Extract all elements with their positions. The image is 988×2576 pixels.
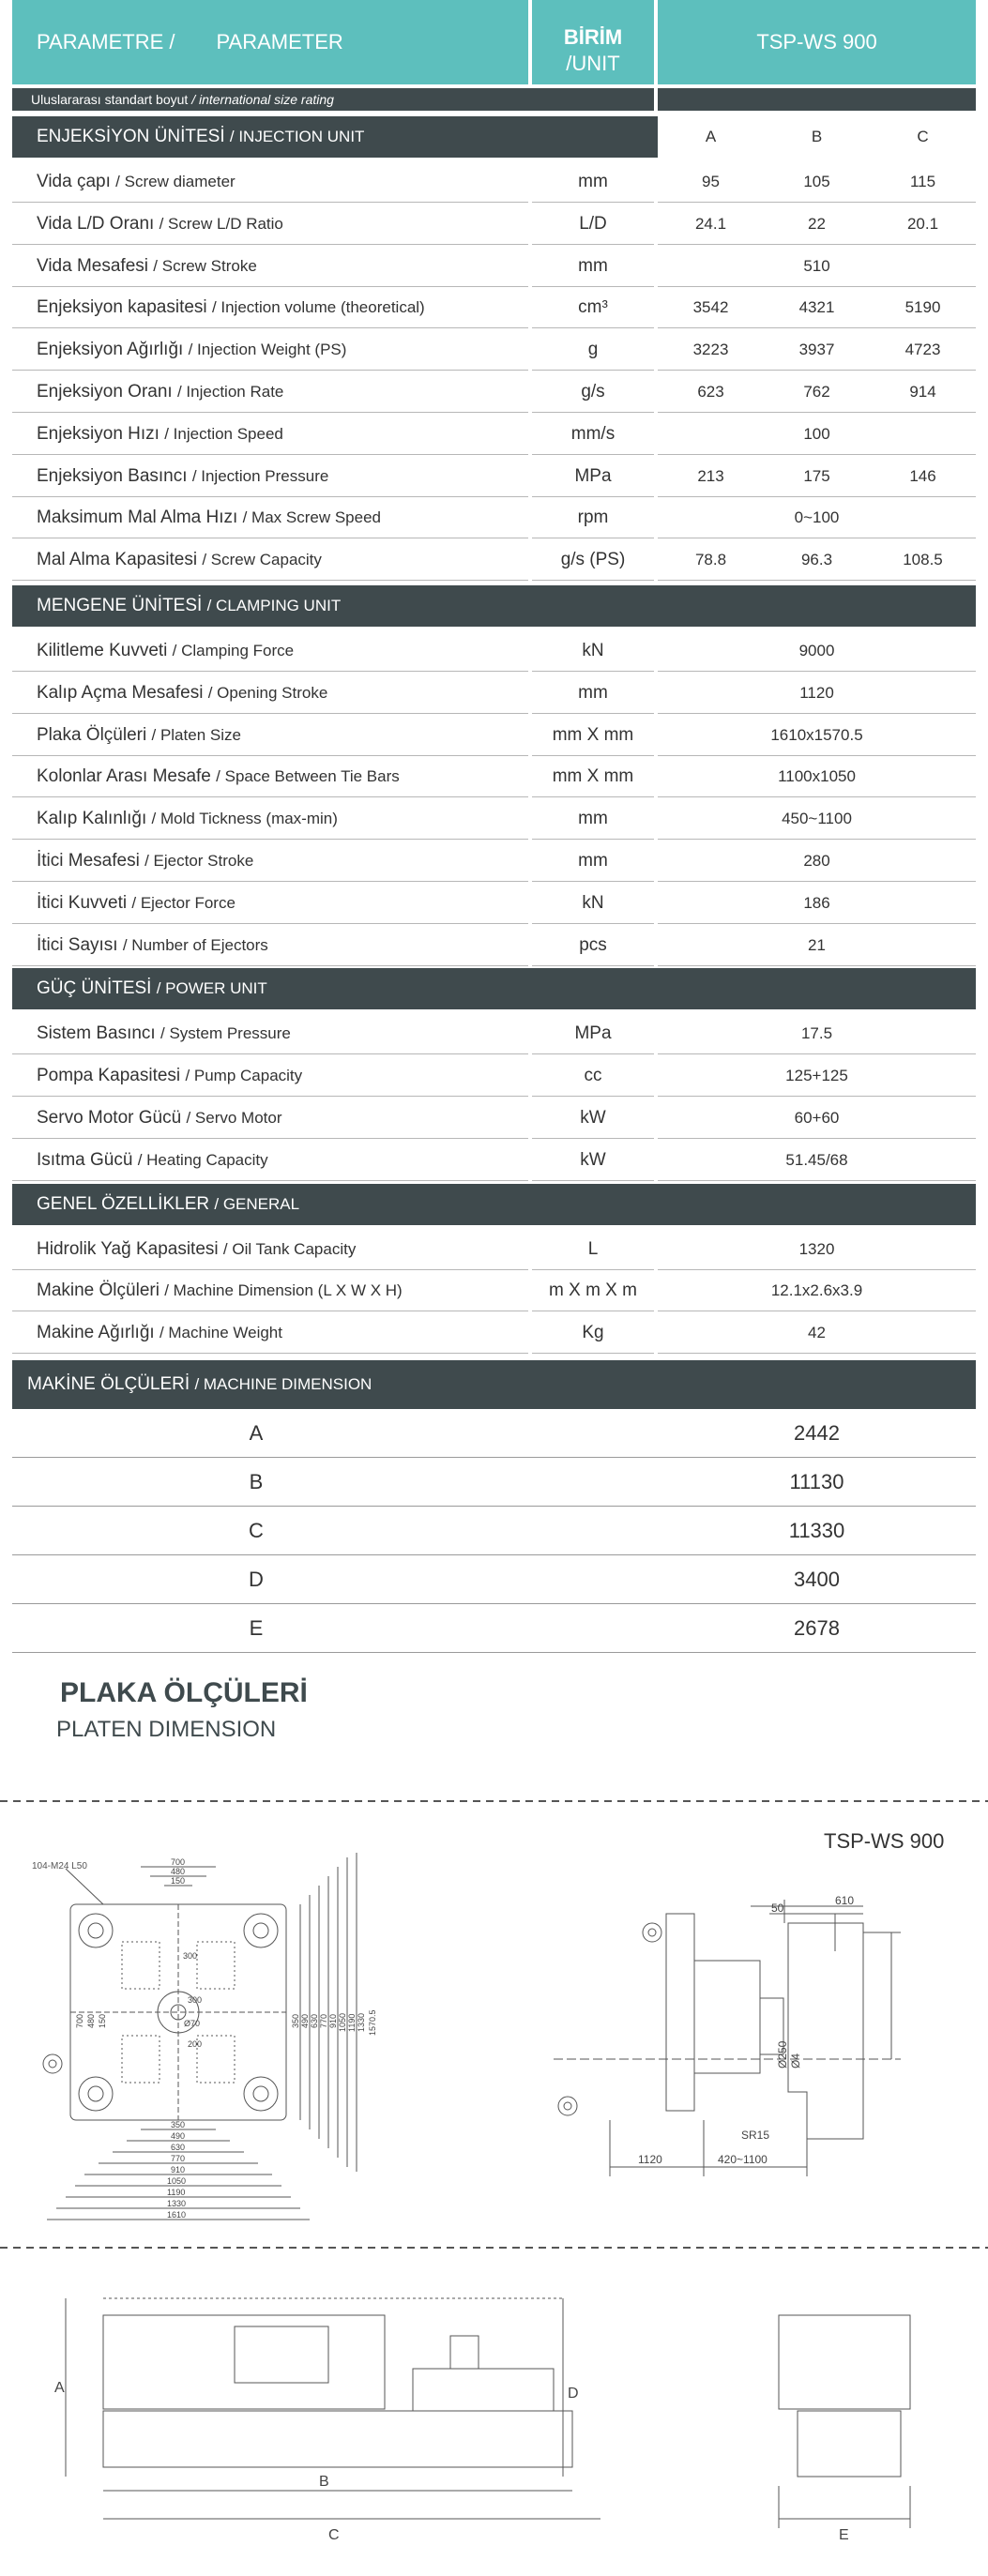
row-value: 186 <box>803 893 830 912</box>
row-label: Enjeksiyon Oranı / Injection Rate <box>12 371 528 413</box>
row-label: Enjeksiyon kapasitesi / Injection volume (theoretical) <box>12 287 528 328</box>
row-value: 5190 <box>904 298 941 317</box>
row-unit: mm <box>532 161 654 203</box>
dimension-key: D <box>249 1568 264 1591</box>
machine-label-a: A <box>54 2380 65 2396</box>
row-unit: g <box>532 329 654 371</box>
vert-dim-4: 910 <box>328 2013 338 2028</box>
dimension-key: B <box>249 1470 264 1493</box>
machine-label-c: C <box>328 2527 340 2543</box>
model-header: TSP-WS 900 <box>658 0 976 84</box>
top-dim-0: 700 <box>171 1857 186 1867</box>
row-label: İtici Mesafesi / Ejector Stroke <box>12 841 528 882</box>
machine-end-drawing <box>751 2280 957 2561</box>
row-label: Makine Ölçüleri / Machine Dimension (L X W X H) <box>12 1270 528 1311</box>
row-value: 125+125 <box>785 1067 848 1085</box>
row-unit: mm/s <box>532 414 654 455</box>
vert-dim-7: 1330 <box>357 2012 366 2032</box>
row-value: 105 <box>803 173 830 190</box>
row-label: Servo Motor Gücü / Servo Motor <box>12 1098 528 1139</box>
row-values <box>658 715 976 756</box>
top-dim-2: 150 <box>171 1876 186 1886</box>
bottom-dim-1: 490 <box>171 2131 186 2141</box>
row-values <box>658 371 976 413</box>
dimension-key: E <box>249 1616 264 1640</box>
row-value: 4321 <box>798 298 835 317</box>
dimension-row <box>12 1409 976 1458</box>
vert-dim-2: 630 <box>310 2013 319 2028</box>
left-dim-1: 480 <box>86 2013 96 2028</box>
row-values <box>658 1312 976 1354</box>
table-row <box>12 497 976 538</box>
row-label: Vida L/D Oranı / Screw L/D Ratio <box>12 204 528 245</box>
injection-section-header: ENJEKSİYON ÜNİTESİ / INJECTION UNIT A B C <box>12 116 976 158</box>
row-unit: mm <box>532 841 654 882</box>
row-values <box>658 673 976 714</box>
side-dim-sr15: SR15 <box>741 2129 770 2142</box>
row-unit: pcs <box>532 925 654 966</box>
platen-side-drawing <box>554 1895 948 2205</box>
machine-side-drawing <box>38 2280 600 2561</box>
dimension-key: C <box>249 1519 264 1542</box>
left-dim-2: 150 <box>98 2013 107 2028</box>
center-dim-1: Ø70 <box>184 2019 201 2028</box>
row-values <box>658 287 976 328</box>
table-row <box>12 1312 976 1354</box>
row-label: Makine Ağırlığı / Machine Weight <box>12 1312 528 1354</box>
row-value: 4723 <box>904 341 941 359</box>
table-row <box>12 371 976 413</box>
row-value: 95 <box>702 173 720 190</box>
row-label: Kalıp Açma Mesafesi / Opening Stroke <box>12 673 528 714</box>
row-values <box>658 630 976 672</box>
dimension-key: A <box>249 1421 264 1445</box>
row-value: 450~1100 <box>782 810 852 828</box>
machine-label-d: D <box>568 2386 579 2402</box>
row-label: Plaka Ölçüleri / Platen Size <box>12 715 528 756</box>
row-label: Kilitleme Kuvveti / Clamping Force <box>12 630 528 672</box>
row-value: 51.45/68 <box>785 1150 848 1169</box>
table-row <box>12 673 976 714</box>
row-unit: rpm <box>532 497 654 538</box>
row-value: 22 <box>808 214 826 233</box>
dimension-value: 3400 <box>794 1568 840 1591</box>
bottom-dim-3: 770 <box>171 2154 186 2163</box>
row-unit: kN <box>532 883 654 924</box>
row-values <box>658 798 976 840</box>
bottom-dim-0: 350 <box>171 2120 186 2129</box>
vert-dim-0: 350 <box>291 2013 300 2028</box>
side-dim-420-1100: 420~1100 <box>718 2153 768 2166</box>
side-dim-50: 50 <box>771 1902 784 1915</box>
row-label: Maksimum Mal Alma Hızı / Max Screw Speed <box>12 497 528 538</box>
row-value: 1120 <box>799 683 834 702</box>
dimension-row <box>12 1507 976 1555</box>
dimension-row <box>12 1604 976 1653</box>
row-unit: mm <box>532 673 654 714</box>
variant-column-b: B <box>811 128 823 145</box>
row-label: İtici Kuvveti / Ejector Force <box>12 883 528 924</box>
row-values <box>658 1229 976 1270</box>
vert-dim-8: 1570.5 <box>368 2009 377 2036</box>
table-row <box>12 630 976 672</box>
row-value: 1610x1570.5 <box>770 725 863 744</box>
row-label: İtici Sayısı / Number of Ejectors <box>12 925 528 966</box>
dashed-divider-1 <box>0 1799 988 1803</box>
vert-dim-1: 490 <box>300 2013 310 2028</box>
table-header <box>12 0 976 84</box>
row-value: 213 <box>697 466 724 485</box>
row-value: 20.1 <box>906 214 939 233</box>
general-section-header: GENEL ÖZELLİKLER / GENERAL <box>12 1184 976 1225</box>
row-unit: MPa <box>532 1013 654 1054</box>
table-row <box>12 456 976 497</box>
table-row <box>12 1270 976 1311</box>
side-dim-d250: Ø250 <box>776 2040 789 2068</box>
row-label: Vida Mesafesi / Screw Stroke <box>12 246 528 287</box>
table-row <box>12 287 976 328</box>
table-row <box>12 1055 976 1097</box>
table-row <box>12 841 976 882</box>
row-value: 3937 <box>798 341 835 359</box>
row-value: 42 <box>808 1324 826 1342</box>
row-label: Mal Alma Kapasitesi / Screw Capacity <box>12 539 528 581</box>
row-value: 3223 <box>692 341 729 359</box>
table-row <box>12 539 976 581</box>
row-value: 1320 <box>798 1239 835 1258</box>
table-row <box>12 715 976 756</box>
dimension-value: 11330 <box>788 1519 845 1542</box>
row-values <box>658 204 976 245</box>
side-dim-d4: Ø4 <box>789 2053 802 2068</box>
row-values <box>658 456 976 497</box>
row-unit: m X m X m <box>532 1270 654 1311</box>
row-values <box>658 1140 976 1181</box>
row-label: Pompa Kapasitesi / Pump Capacity <box>12 1055 528 1097</box>
row-label: Enjeksiyon Hızı / Injection Speed <box>12 414 528 455</box>
row-unit: kW <box>532 1140 654 1181</box>
table-row <box>12 1140 976 1181</box>
table-row <box>12 1229 976 1270</box>
variant-column-c: C <box>917 128 929 145</box>
row-value: 914 <box>909 383 936 401</box>
row-label: Kolonlar Arası Mesafe / Space Between Tie Bars <box>12 756 528 797</box>
row-label: Sistem Basıncı / System Pressure <box>12 1013 528 1054</box>
row-unit: MPa <box>532 456 654 497</box>
top-dim-1: 480 <box>171 1867 186 1876</box>
vert-dim-5: 1050 <box>338 2012 347 2032</box>
row-value: 12.1x2.6x3.9 <box>770 1281 863 1300</box>
row-value: 9000 <box>798 642 835 659</box>
row-unit: kW <box>532 1098 654 1139</box>
machine-label-e: E <box>839 2527 849 2543</box>
machine-label-b: B <box>319 2474 329 2490</box>
row-unit: mm X mm <box>532 756 654 797</box>
row-values <box>658 414 976 455</box>
table-row <box>12 414 976 455</box>
row-label: Enjeksiyon Ağırlığı / Injection Weight (PS) <box>12 329 528 371</box>
table-row <box>12 161 976 203</box>
table-row <box>12 798 976 840</box>
platen-front-drawing <box>28 1848 422 2233</box>
row-value: 17.5 <box>800 1024 833 1043</box>
table-row <box>12 246 976 287</box>
row-values <box>658 1013 976 1054</box>
row-unit: cc <box>532 1055 654 1097</box>
row-unit: mm <box>532 246 654 287</box>
hole-note: 104-M24 L50 <box>32 1861 87 1871</box>
row-value: 762 <box>803 383 830 401</box>
row-unit: g/s (PS) <box>532 539 654 581</box>
row-values <box>658 1270 976 1311</box>
row-value: 115 <box>909 173 936 190</box>
row-value: 175 <box>803 466 830 485</box>
table-row <box>12 329 976 371</box>
row-values <box>658 1055 976 1097</box>
center-dim-0: 300 <box>188 1995 203 2005</box>
unit-header: BİRİM /UNIT <box>532 0 654 84</box>
row-values <box>658 539 976 581</box>
table-row <box>12 756 976 797</box>
dimension-row <box>12 1555 976 1604</box>
row-value: 1100x1050 <box>778 767 856 786</box>
row-value: 96.3 <box>800 551 833 569</box>
intl-rating-bar-right <box>658 88 976 111</box>
row-unit: kN <box>532 630 654 672</box>
parameter-header: PARAMETRE / PARAMETER <box>12 0 528 84</box>
bottom-dim-6: 1190 <box>167 2188 186 2197</box>
side-dim-610: 610 <box>835 1895 855 1907</box>
row-unit: mm <box>532 798 654 840</box>
vert-dim-3: 770 <box>319 2013 328 2028</box>
intl-rating-bar: Uluslararası standart boyut / international size rating <box>12 88 654 111</box>
table-row <box>12 1098 976 1139</box>
row-values <box>658 841 976 882</box>
center-dim-2: 200 <box>188 2039 203 2049</box>
row-value: 3542 <box>692 298 729 317</box>
dimension-value: 11130 <box>789 1470 844 1493</box>
dimension-value: 2442 <box>794 1421 840 1445</box>
bottom-dim-2: 630 <box>171 2143 186 2152</box>
row-unit: mm X mm <box>532 715 654 756</box>
power-section-header: GÜÇ ÜNİTESİ / POWER UNIT <box>12 968 976 1009</box>
row-label: Enjeksiyon Basıncı / Injection Pressure <box>12 456 528 497</box>
row-label: Hidrolik Yağ Kapasitesi / Oil Tank Capacity <box>12 1229 528 1270</box>
row-values <box>658 925 976 966</box>
table-row <box>12 204 976 245</box>
bottom-dim-5: 1050 <box>167 2176 187 2186</box>
row-values <box>658 246 976 287</box>
row-unit: L/D <box>532 204 654 245</box>
platen-model: TSP-WS 900 <box>824 1829 945 1853</box>
row-value: 623 <box>697 383 724 401</box>
platen-title: PLAKA ÖLÇÜLERİ <box>60 1677 308 1708</box>
bottom-dim-7: 1330 <box>167 2199 187 2208</box>
dimension-row <box>12 1458 976 1507</box>
clamping-section-header: MENGENE ÜNİTESİ / CLAMPING UNIT <box>12 585 976 627</box>
row-value: 146 <box>909 466 936 485</box>
row-values <box>658 1098 976 1139</box>
row-unit: cm³ <box>532 287 654 328</box>
row-value: 510 <box>803 256 830 275</box>
row-value: 0~100 <box>794 508 840 527</box>
row-label: Vida çapı / Screw diameter <box>12 161 528 203</box>
row-label: Isıtma Gücü / Heating Capacity <box>12 1140 528 1181</box>
bottom-dim-4: 910 <box>171 2165 186 2174</box>
dashed-divider-2 <box>0 2246 988 2250</box>
row-value: 24.1 <box>694 214 727 233</box>
row-values <box>658 883 976 924</box>
variant-columns <box>658 116 976 158</box>
row-values <box>658 497 976 538</box>
row-value: 78.8 <box>694 551 727 569</box>
row-value: 100 <box>803 424 830 443</box>
variant-column-a: A <box>705 128 717 145</box>
row-value: 21 <box>808 935 826 954</box>
row-values <box>658 161 976 203</box>
row-unit: Kg <box>532 1312 654 1354</box>
row-label: Kalıp Kalınlığı / Mold Tickness (max-min) <box>12 798 528 840</box>
table-row <box>12 883 976 924</box>
row-values <box>658 329 976 371</box>
row-unit: L <box>532 1229 654 1270</box>
dimension-value: 2678 <box>794 1616 840 1640</box>
row-value: 280 <box>803 852 830 870</box>
bottom-dim-8: 1610 <box>167 2210 187 2220</box>
row-value: 60+60 <box>794 1109 840 1127</box>
machine-dimension-section-header: MAKİNE ÖLÇÜLERİ / MACHINE DIMENSION <box>12 1360 976 1409</box>
left-dim-0: 700 <box>75 2013 84 2028</box>
vert-dim-6: 1190 <box>347 2013 357 2032</box>
row-unit: g/s <box>532 371 654 413</box>
row-value: 108.5 <box>903 551 943 569</box>
top-dim-3: 300 <box>183 1951 198 1961</box>
platen-subtitle: PLATEN DIMENSION <box>56 1717 277 1742</box>
row-values <box>658 756 976 797</box>
table-row <box>12 925 976 966</box>
side-dim-1120: 1120 <box>638 2153 662 2166</box>
table-row <box>12 1013 976 1054</box>
